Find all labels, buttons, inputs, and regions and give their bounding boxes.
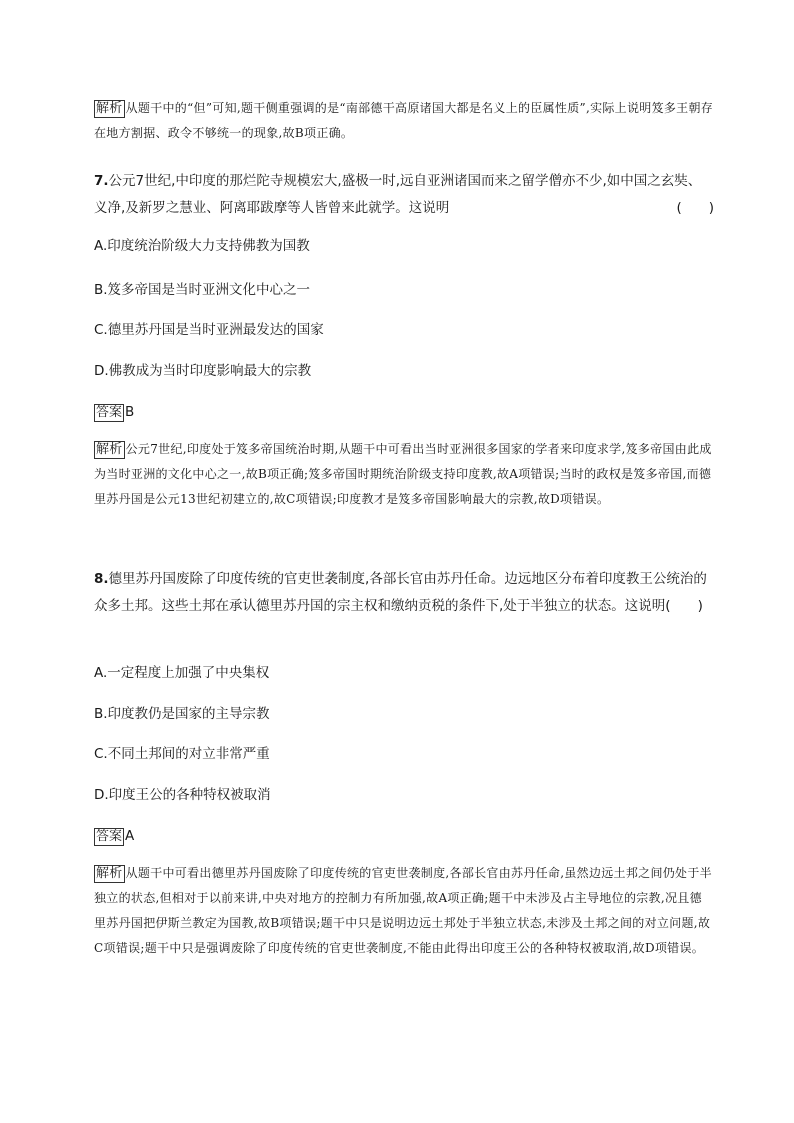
- option-c[interactable]: C.不同土邦间的对立非常严重: [94, 746, 270, 762]
- explanation-label: 解析: [96, 866, 123, 881]
- answer-blank: ( ): [665, 598, 703, 614]
- question-stem: 公元7世纪,中印度的那烂陀寺规模宏大,盛极一时,远自亚洲诸国而来之留学僧亦不少,如中国之玄奘、义净,及新罗之慧业、阿离耶跋摩等人皆曾来此就学。这说明: [94, 173, 702, 216]
- question-7-explanation: [94, 437, 714, 512]
- explanation-label: 解析: [96, 101, 123, 116]
- option-d[interactable]: D.佛教成为当时印度影响最大的宗教: [94, 363, 312, 379]
- answer-value: B: [125, 404, 135, 420]
- option-c[interactable]: C.德里苏丹国是当时亚洲最发达的国家: [94, 322, 324, 338]
- explanation-text: 公元7世纪,印度处于笈多帝国统治时期,从题干中可看出当时亚洲很多国家的学者来印度求学,笈多帝国由此成为当时亚洲的文化中心之一,故B项正确;笈多帝国时期统治阶级支持印度教,故A项错误;当时的政权是笈多帝国,而德里苏丹国是公元13世纪初建立的,故C项错误;印度教才是笈多帝国影响最大的宗教,故D项错误。: [94, 442, 712, 506]
- answer-blank: ( ): [676, 200, 714, 216]
- answer-value: A: [125, 828, 135, 844]
- option-a[interactable]: A.一定程度上加强了中央集权: [94, 665, 270, 681]
- option-b[interactable]: B.笈多帝国是当时亚洲文化中心之一: [94, 282, 311, 298]
- question-stem: 德里苏丹国废除了印度传统的官吏世袭制度,各部长官由苏丹任命。边远地区分布着印度教王公统治的众多土邦。这些土邦在承认德里苏丹国的宗主权和缴纳贡税的条件下,处于半独立的状态。这说明: [94, 571, 707, 614]
- question-number: 7.: [94, 173, 109, 189]
- answer-label: 答案: [96, 405, 123, 420]
- question-8-answer: [94, 826, 134, 846]
- question-8-stem: [94, 566, 714, 620]
- q6-explanation: [94, 96, 714, 146]
- question-7-stem: [94, 168, 714, 222]
- option-b[interactable]: B.印度教仍是国家的主导宗教: [94, 706, 270, 722]
- answer-label: 答案: [96, 829, 123, 844]
- explanation-text: 从题干中可看出德里苏丹国废除了印度传统的官吏世袭制度,各部长官由苏丹任命,虽然边远土邦之间仍处于半独立的状态,但相对于以前来讲,中央对地方的控制力有所加强,故A项正确;题干中未涉及占主导地位的宗教,况且德里苏丹国把伊斯兰教定为国教,故B项错误;题干中只是说明边远土邦处于半独立状态,未涉及土邦之间的对立问题,故C项错误;题干中只是强调废除了印度传统的官吏世袭制度,不能由此得出印度王公的各种特权被取消,故D项错误。: [94, 866, 712, 955]
- question-7-answer: [94, 402, 134, 422]
- explanation-text: 从题干中的“但”可知,题干侧重强调的是“南部德干高原诸国大都是名义上的臣属性质”,实际上说明笈多王朝存在地方割据、政令不够统一的现象,故B项正确。: [94, 101, 714, 140]
- option-a[interactable]: A.印度统治阶级大力支持佛教为国教: [94, 238, 310, 254]
- option-d[interactable]: D.印度王公的各种特权被取消: [94, 787, 271, 803]
- question-8-explanation: [94, 861, 714, 961]
- explanation-label: 解析: [96, 442, 123, 457]
- question-number: 8.: [94, 571, 109, 587]
